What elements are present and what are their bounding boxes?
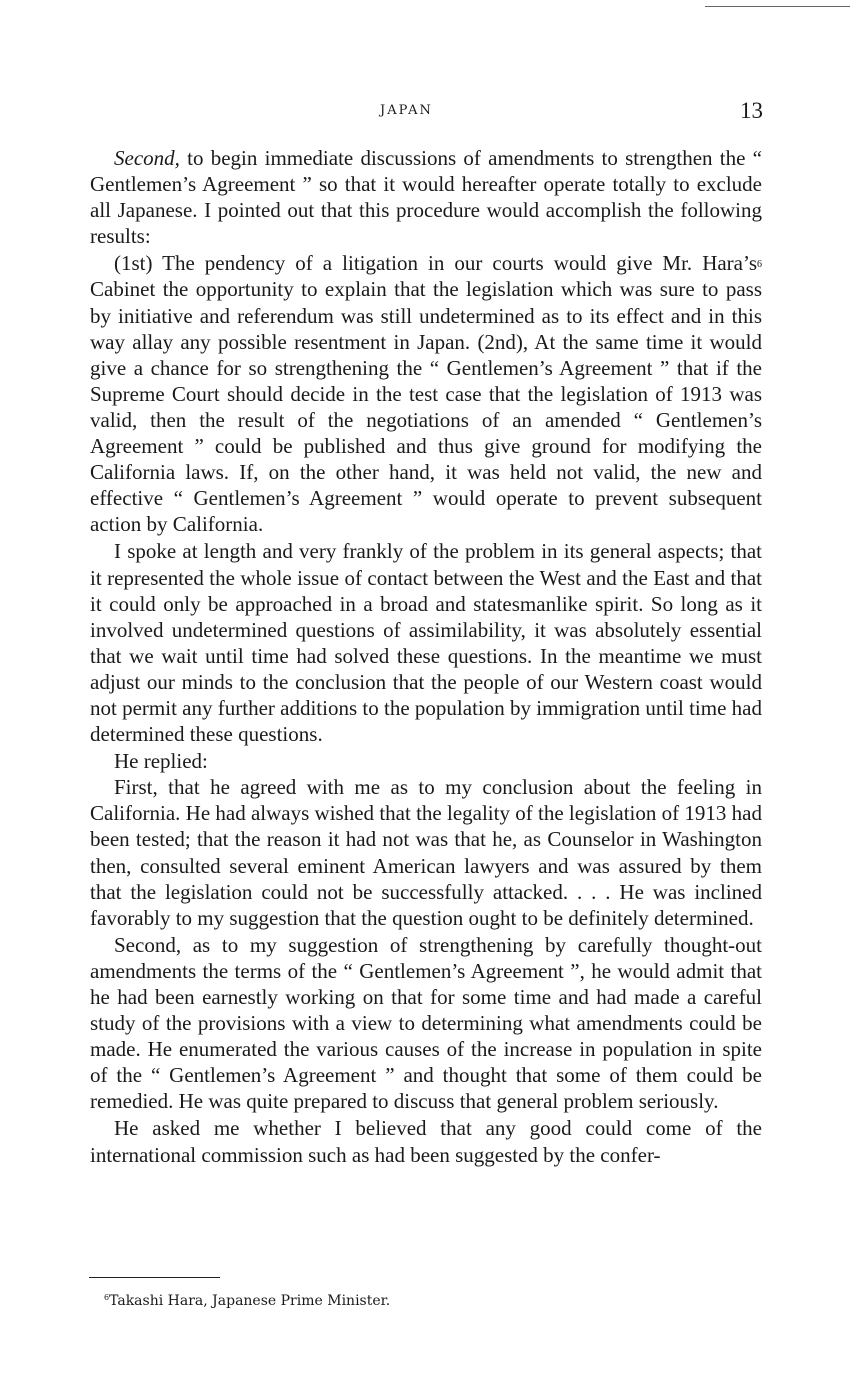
footnote-reference: 6	[757, 259, 762, 271]
body-text	[90, 145, 762, 1168]
running-head: JAPAN	[380, 103, 433, 118]
footnote-rule	[89, 1277, 220, 1278]
paragraph-first-reply: First, that he agreed with me as to my conclusion about the feeling in California. He had always wished that the legality of the legislation of 1913 had been tested; that the reason it had not was that he, as Counselor in Washington then, consulted several eminent American lawyers and was assured by them that the legislation could not be successfully attacked. . . . He was inclined favorably to my suggestion that the question ought to be definitely determined.	[90, 775, 762, 930]
paragraph-text: to begin immediate discussions of amendments to strengthen the “ Gentlemen’s Agreement ” so that it would hereafter operate totally to exclude all Japanese. I pointed out that this procedure would accomplish the following results:	[90, 146, 762, 249]
paragraph-commission-question: He asked me whether I believed that any good could come of the international commission such as had been suggested by the confer-	[90, 1116, 762, 1167]
footnote-mark: 6	[104, 1293, 110, 1302]
paragraph-results	[90, 250, 762, 537]
paragraph-second	[90, 145, 762, 249]
paragraph-he-replied: He replied:	[114, 749, 208, 774]
page-number: 13	[740, 98, 763, 123]
paragraph-text: (1st) The pendency of a litigation in our courts would give Mr. Hara’s	[114, 251, 757, 276]
footnote-text: Takashi Hara, Japanese Prime Minister.	[109, 1293, 391, 1309]
top-edge-rule	[705, 6, 850, 7]
footnote	[104, 1293, 390, 1309]
paragraph-lead-word: Second,	[114, 146, 180, 170]
paragraph-text: Cabinet the opportunity to explain that the legislation which was sure to pass by initiative and referendum was still undetermined as to its effect and in this way allay any possible resentment in Japan. (2nd), At the same time it would give a chance for so strengthening the “ Gentlemen’s Agreement ” that if the Supreme Court should decide in the test case that the legislation of 1913 was valid, then the result of the negotiations of an amended “ Gentlemen’s Agreement ” could be published and thus give ground for modifying the California laws. If, on the other hand, it was held not valid, the new and effective “ Gentlemen’s Agreement ” would operate to prevent subsequent action by California.	[90, 277, 762, 537]
paragraph-second-reply: Second, as to my suggestion of strengthening by carefully thought-out amendments the terms of the “ Gentlemen’s Agreement ”, he would admit that he had been earnestly working on that for some time and had made a careful study of the provisions with a view to determining what amendments could be made. He enumerated the various causes of the increase in population in spite of the “ Gentlemen’s Agreement ” and thought that some of them could be remedied. He was quite prepared to discuss that general problem seriously.	[90, 932, 762, 1114]
paragraph-general-aspects: I spoke at length and very frankly of the problem in its general aspects; that it represented the whole issue of contact between the West and the East and that it could only be approached in a broad and statesmanlike spirit. So long as it involved undetermined questions of assimilability, it was absolutely essential that we wait until time had solved these questions. In the meantime we must adjust our minds to the conclusion that the people of our Western coast would not permit any further additions to the population by immigration until time had determined these questions.	[90, 539, 762, 747]
